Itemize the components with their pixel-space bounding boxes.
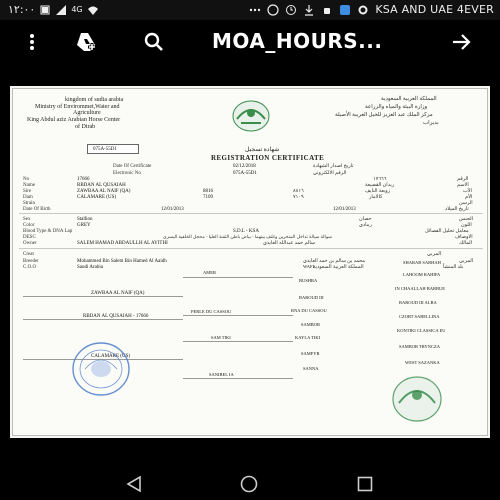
- pedigree-dam-dam: SANIBEL IA: [209, 372, 234, 377]
- header-right-line1: المملكة العربية السعودية: [381, 96, 437, 102]
- arrow-forward-icon: [452, 33, 472, 51]
- field-value-dam: CALAMARE (US): [77, 195, 117, 200]
- field-ar-label-strain: الرسن: [459, 201, 473, 206]
- field-ar-value-desc: سوالة سيالة تداخل المنخرين وتلتف بينهما - بياض باطن الثفنة العليا - محجل الخلفية اليسرى: [163, 234, 333, 239]
- field-label-dob: Date Of Birth: [23, 207, 51, 212]
- navigation-bar: [0, 466, 500, 500]
- field-label-name: Name: [23, 183, 35, 188]
- field-label-color: Color: [23, 223, 35, 228]
- pedigree-dam: CALAMARE (US): [91, 354, 131, 359]
- pedigree-subject: RBDAN AL QUSAIAH - 17666: [83, 314, 149, 319]
- document-title: MOA_HOURS...: [212, 29, 383, 53]
- status-left: [8, 3, 99, 16]
- header-left-line2: Ministry of Envirommet,Water and: [35, 104, 120, 110]
- pedigree-gen4-item: LAHOOM RAHIFA: [403, 272, 441, 277]
- field-label-dam: Dam: [23, 195, 33, 200]
- field-value-blood: S.D.L - KSA: [233, 229, 259, 234]
- field-ar-value-dam: كالامار: [369, 195, 383, 200]
- search-icon: [144, 32, 164, 52]
- official-seal-icon: [71, 341, 131, 397]
- pedigree-gen4-item: IN CHAALLAH BARBUE: [395, 286, 445, 291]
- field-ar-label-owner: المالك: [459, 241, 473, 246]
- date-of-certificate-ar: تاريخ اصدار الشهادة: [313, 164, 354, 169]
- pedigree-gen4-item: SHARAB SARHAH: [403, 260, 441, 265]
- wifi-icon: [87, 4, 99, 16]
- title-arabic: شهادة تسجيل: [245, 147, 280, 153]
- pedigree-gen3-item: RNA DU CASSOU: [291, 308, 327, 313]
- pedigree-gen4-item: KONTIKI CLASSICA EU: [397, 328, 446, 333]
- field-label-blood: Blood Type & DNA Lap: [23, 229, 73, 234]
- field-value-name: RBDAN AL QUSAIAH: [77, 183, 126, 188]
- pedigree-gen3-item: SANNA: [303, 366, 319, 371]
- field-ar-label-coo: بلد المنشأ: [443, 265, 464, 270]
- settings-icon: [357, 4, 369, 16]
- field-ar-value-name: ربدان القصيعة: [365, 183, 395, 188]
- divider: [19, 248, 483, 249]
- add-to-drive-icon: [74, 32, 98, 52]
- field-ar-label-sex: الجنس: [459, 217, 474, 222]
- pedigree-sire: ZAWBAA AL NAIF (QA): [91, 291, 145, 296]
- field-value-no: 17666: [77, 177, 90, 182]
- pedigree-gen3-item: SAMBOR: [301, 322, 321, 327]
- field-num-dam: 7109: [203, 195, 213, 200]
- pedigree-gen3-item: KAYLA TIKI: [295, 335, 321, 340]
- pedigree-line: [183, 378, 293, 379]
- pedigree-gen4-item: CZORT SABELLINA: [399, 314, 440, 319]
- download-icon: [303, 4, 315, 16]
- alarm-icon: [285, 4, 297, 16]
- pedigree-gen3-item: SAMFYR: [301, 351, 320, 356]
- add-to-drive-button[interactable]: [72, 28, 100, 56]
- network-label: 4G: [71, 5, 83, 14]
- field-label-sex: Sex: [23, 217, 31, 222]
- date-of-certificate-label: Date Of Certificate: [113, 164, 152, 169]
- header-left-line1: kingdom of sudia arabia: [65, 97, 124, 103]
- field-label-no: No: [23, 177, 30, 182]
- pedigree-gen3-item: BUSHRA: [299, 278, 318, 283]
- field-num-sire: 8816: [203, 189, 213, 194]
- field-label-strain: Strain: [23, 201, 35, 206]
- field-label-desc: DESC: [23, 235, 36, 240]
- field-label-sire: Sire: [23, 189, 32, 194]
- whatsapp-icon: [267, 4, 279, 16]
- pedigree-line: [183, 341, 293, 342]
- field-ar-value-sex: حصان: [359, 217, 372, 222]
- field-value-color: GREY: [77, 223, 91, 228]
- header-left-line5: of Dirab: [75, 124, 96, 130]
- field-value-breeder: Mohammed Bin Salem Bin Hamed Al Aaidh: [77, 259, 167, 264]
- field-ar-label-dob: تاريخ الميلاد: [445, 207, 469, 212]
- back-triangle-icon[interactable]: [125, 475, 143, 493]
- field-ar-value-owner: سالم حمد عبدالله العايذي: [263, 241, 316, 246]
- pedigree-dam-sire: SAM TIKI: [211, 335, 231, 340]
- home-circle-icon[interactable]: [240, 475, 258, 493]
- date-of-certificate: 02/12/2018: [233, 164, 256, 169]
- field-ar-label-breeder: المربي: [459, 259, 474, 264]
- pedigree-line: [23, 319, 183, 320]
- field-ar-value-no: ١٧٦٦٦: [373, 177, 387, 182]
- field-ar-num-dam: ٧١٠٩: [293, 195, 304, 200]
- electronic-no-ar: الرقم الالكتروني: [313, 171, 347, 176]
- header-left-line3: Agriculture: [73, 110, 101, 116]
- field-ar-value-sire: زوبعة النايف: [365, 189, 391, 194]
- field-value-sex: Stallion: [77, 217, 93, 222]
- header-right-line3: مركز الملك عبد العزيز للخيل العربية الأصيلة: [335, 112, 433, 118]
- document-page[interactable]: [10, 86, 490, 438]
- shield-icon: [339, 4, 351, 16]
- header-right-line4: بديراب: [423, 120, 439, 126]
- pedigree-line: [23, 296, 183, 297]
- battery-icon: [39, 4, 51, 16]
- pedigree-sire-dam: PERLE DU CASSOU: [191, 309, 232, 314]
- recents-square-icon[interactable]: [356, 475, 374, 493]
- electronic-no: 075A-55D1: [233, 171, 257, 176]
- notification-text: KSA AND UAE 4EVER: [375, 3, 494, 16]
- field-label-owner: Owner: [23, 241, 37, 246]
- field-value-dob-2: 12/01/2013: [333, 207, 356, 212]
- field-label-breeder: Breeder: [23, 259, 39, 264]
- time-text: ١٢:٠٠: [8, 3, 36, 16]
- field-label-creat: Creat: [23, 252, 34, 257]
- more-horiz-icon: [249, 4, 261, 16]
- certificate: [12, 88, 488, 436]
- field-ar-label-sire: الأب: [463, 189, 472, 194]
- pedigree-gen4-item: BAROUD III ALBA: [399, 300, 437, 305]
- field-value-owner: SALEM HAMAD ABDAULLH AL AYITHI: [77, 241, 168, 246]
- pedigree-gen4-item: SAMBOR TRYNCZA: [399, 344, 441, 349]
- pedigree-sire-sire: AMER: [203, 270, 217, 275]
- field-ar-label-desc: الاوصاف: [455, 235, 473, 240]
- field-ar-label-dam: الأم: [465, 195, 473, 200]
- field-ar-label-no: الرقم: [457, 177, 469, 182]
- registration-code: 075A-55D1: [93, 147, 117, 152]
- pedigree-line: [183, 277, 293, 278]
- field-ar-value-color: رمادي: [359, 223, 372, 228]
- field-ar-label-blood: معامل تحليل الفصائل: [425, 229, 469, 234]
- field-value-sire: ZAWBAA AL NAIF (QA): [77, 189, 131, 194]
- field-ar-value-coo: المملكة العربية السعودية: [313, 265, 364, 270]
- field-ar-value-breeder: محمد بن سالم بن حمد العايذي: [303, 259, 366, 264]
- field-ar-label-name: الاسم: [457, 183, 469, 188]
- field-value-coo: Saudi Arabia: [77, 265, 103, 270]
- more-vert-button[interactable]: [18, 28, 46, 56]
- field-label-coo: C.O.O: [23, 265, 37, 270]
- viewer-toolbar: [0, 20, 500, 64]
- title-english: REGISTRATION CERTIFICATE: [211, 154, 325, 162]
- status-right: [249, 3, 494, 16]
- more-vert-icon: [29, 33, 35, 51]
- stamp-icon: [391, 375, 443, 423]
- field-ar-label-creat: المربي: [427, 252, 442, 257]
- android-icon: [321, 4, 333, 16]
- forward-button[interactable]: [448, 28, 476, 56]
- pedigree-gen3-item: WAFI: [303, 264, 314, 269]
- center-logo-icon: [231, 99, 271, 133]
- search-button[interactable]: [140, 28, 168, 56]
- pedigree-gen3-item: BAROUD III: [299, 295, 324, 300]
- pedigree-line: [183, 315, 293, 316]
- field-ar-label-color: اللون: [461, 223, 472, 228]
- pedigree-gen4-item: WEST SAZANKA: [405, 360, 440, 365]
- field-ar-num-sire: ٨٨١٦: [293, 189, 304, 194]
- status-bar: [0, 0, 500, 20]
- header-left-line4: King Abdul aziz Arabian Horse Center: [27, 117, 121, 123]
- divider: [19, 213, 483, 214]
- electronic-no-label: Electronic No: [113, 171, 141, 176]
- signal-icon: [55, 4, 67, 16]
- field-value-dob: 12/01/2013: [161, 207, 184, 212]
- header-right-line2: وزارة البيئة والمياه والزراعة: [365, 104, 428, 110]
